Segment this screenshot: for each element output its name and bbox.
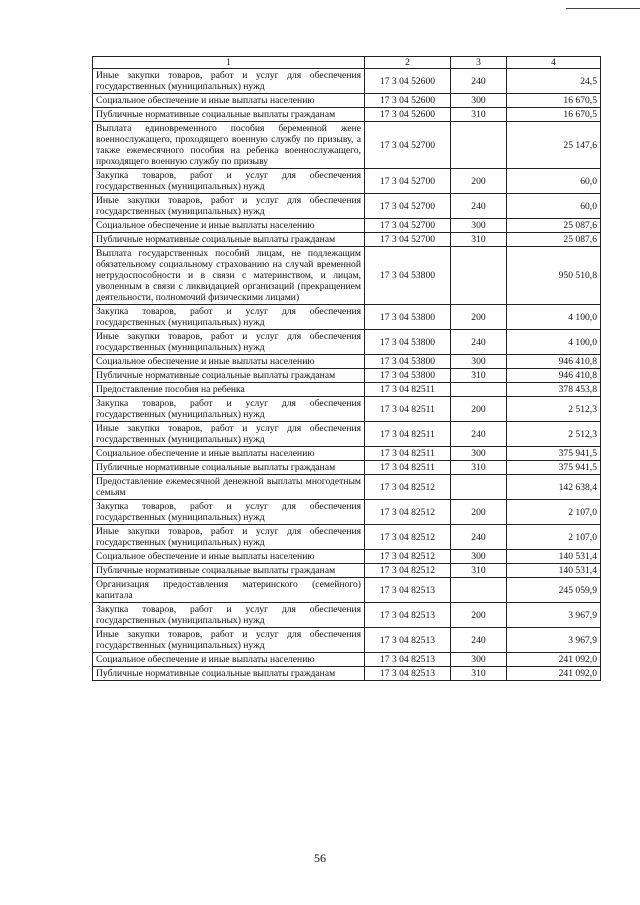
table-row <box>93 219 601 233</box>
row-name-cell: Закупка товаров, работ и услуг для обеспечения государственных (муниципальных) нужд <box>93 169 365 194</box>
table-row <box>93 564 601 578</box>
row-amount-cell: 140 531,4 <box>507 550 601 564</box>
row-amount-cell: 25 147,6 <box>507 122 601 169</box>
row-name-cell: Иные закупки товаров, работ и услуг для обеспечения государственных (муниципальных) нужд <box>93 194 365 219</box>
table-row <box>93 122 601 169</box>
row-amount-cell: 16 670,5 <box>507 94 601 108</box>
row-code-cell: 17 3 04 82513 <box>365 628 451 653</box>
row-code-cell: 17 3 04 52700 <box>365 194 451 219</box>
row-name-cell: Публичные нормативные социальные выплаты гражданам <box>93 667 365 681</box>
row-code-cell: 17 3 04 52700 <box>365 219 451 233</box>
row-amount-cell: 946 410,8 <box>507 369 601 383</box>
table-row <box>93 69 601 94</box>
row-name-cell: Социальное обеспечение и иные выплаты населению <box>93 653 365 667</box>
row-amount-cell: 2 107,0 <box>507 500 601 525</box>
header-col-4: 4 <box>507 57 601 69</box>
row-amount-cell: 378 453,8 <box>507 383 601 397</box>
row-name-cell: Социальное обеспечение и иные выплаты населению <box>93 355 365 369</box>
row-amount-cell: 375 941,5 <box>507 447 601 461</box>
table-row <box>93 355 601 369</box>
row-name-cell: Выплата единовременного пособия беременной жене военнослужащего, проходящего военную службу по призыву, а также ежемесячного пособия на ребенка военнослужащего, проходящего военную службу по призыву <box>93 122 365 169</box>
row-amount-cell: 245 059,9 <box>507 578 601 603</box>
top-border-line <box>566 8 640 9</box>
row-code-cell: 17 3 04 82512 <box>365 500 451 525</box>
row-name-cell: Предоставление пособия на ребенка <box>93 383 365 397</box>
row-expense-type-cell: 240 <box>451 422 507 447</box>
row-amount-cell: 25 087,6 <box>507 233 601 247</box>
row-code-cell: 17 3 04 53800 <box>365 369 451 383</box>
row-code-cell: 17 3 04 82511 <box>365 397 451 422</box>
row-expense-type-cell: 240 <box>451 330 507 355</box>
header-col-1: 1 <box>93 57 365 69</box>
row-code-cell: 17 3 04 82513 <box>365 578 451 603</box>
row-expense-type-cell: 300 <box>451 447 507 461</box>
header-col-3: 3 <box>451 57 507 69</box>
row-amount-cell: 950 510,8 <box>507 247 601 305</box>
row-code-cell: 17 3 04 82511 <box>365 422 451 447</box>
row-code-cell: 17 3 04 82513 <box>365 667 451 681</box>
table-row <box>93 369 601 383</box>
row-name-cell: Выплата государственных пособий лицам, не подлежащим обязательному социальному страхованию на случай временной нетрудоспособности и в связи с материнством, и лицам, уволенным в связи с ликвидацией организаций (прекращением деятельности, полномочий физическими лицами) <box>93 247 365 305</box>
table-row <box>93 94 601 108</box>
row-name-cell: Публичные нормативные социальные выплаты гражданам <box>93 233 365 247</box>
row-expense-type-cell: 240 <box>451 628 507 653</box>
row-code-cell: 17 3 04 52700 <box>365 169 451 194</box>
row-code-cell: 17 3 04 82512 <box>365 475 451 500</box>
row-expense-type-cell: 310 <box>451 108 507 122</box>
row-expense-type-cell: 240 <box>451 525 507 550</box>
row-code-cell: 17 3 04 53800 <box>365 247 451 305</box>
table-row <box>93 330 601 355</box>
row-code-cell: 17 3 04 52700 <box>365 233 451 247</box>
row-name-cell: Социальное обеспечение и иные выплаты населению <box>93 447 365 461</box>
row-amount-cell: 142 638,4 <box>507 475 601 500</box>
header-col-2: 2 <box>365 57 451 69</box>
row-name-cell: Предоставление ежемесячной денежной выплаты многодетным семьям <box>93 475 365 500</box>
row-amount-cell: 140 531,4 <box>507 564 601 578</box>
row-expense-type-cell <box>451 578 507 603</box>
row-amount-cell: 2 107,0 <box>507 525 601 550</box>
row-expense-type-cell: 310 <box>451 667 507 681</box>
row-expense-type-cell: 300 <box>451 219 507 233</box>
row-code-cell: 17 3 04 82511 <box>365 461 451 475</box>
row-expense-type-cell: 200 <box>451 305 507 330</box>
row-expense-type-cell: 300 <box>451 653 507 667</box>
row-name-cell: Социальное обеспечение и иные выплаты населению <box>93 550 365 564</box>
table-row <box>93 475 601 500</box>
row-amount-cell: 241 092,0 <box>507 653 601 667</box>
row-amount-cell: 24,5 <box>507 69 601 94</box>
row-name-cell: Иные закупки товаров, работ и услуг для обеспечения государственных (муниципальных) нужд <box>93 422 365 447</box>
row-expense-type-cell: 240 <box>451 69 507 94</box>
table-row <box>93 603 601 628</box>
header-row <box>93 57 601 69</box>
row-code-cell: 17 3 04 52600 <box>365 108 451 122</box>
row-name-cell: Социальное обеспечение и иные выплаты населению <box>93 219 365 233</box>
row-expense-type-cell: 240 <box>451 194 507 219</box>
row-name-cell: Закупка товаров, работ и услуг для обеспечения государственных (муниципальных) нужд <box>93 603 365 628</box>
table-row <box>93 461 601 475</box>
row-code-cell: 17 3 04 53800 <box>365 305 451 330</box>
row-expense-type-cell <box>451 383 507 397</box>
table-header <box>93 57 601 69</box>
row-amount-cell: 241 092,0 <box>507 667 601 681</box>
table-body <box>93 69 601 681</box>
row-code-cell: 17 3 04 52600 <box>365 69 451 94</box>
row-expense-type-cell: 310 <box>451 233 507 247</box>
row-expense-type-cell: 310 <box>451 461 507 475</box>
row-expense-type-cell: 200 <box>451 397 507 422</box>
row-name-cell: Публичные нормативные социальные выплаты гражданам <box>93 564 365 578</box>
page-number: 56 <box>314 851 326 865</box>
row-name-cell: Закупка товаров, работ и услуг для обеспечения государственных (муниципальных) нужд <box>93 305 365 330</box>
table-row <box>93 525 601 550</box>
row-name-cell: Закупка товаров, работ и услуг для обеспечения государственных (муниципальных) нужд <box>93 397 365 422</box>
row-name-cell: Иные закупки товаров, работ и услуг для обеспечения государственных (муниципальных) нужд <box>93 69 365 94</box>
table-row <box>93 628 601 653</box>
table-row <box>93 247 601 305</box>
row-code-cell: 17 3 04 82513 <box>365 653 451 667</box>
row-expense-type-cell: 300 <box>451 550 507 564</box>
table-row <box>93 500 601 525</box>
row-amount-cell: 3 967,9 <box>507 603 601 628</box>
row-name-cell: Иные закупки товаров, работ и услуг для обеспечения государственных (муниципальных) нужд <box>93 525 365 550</box>
table-row <box>93 383 601 397</box>
table-row <box>93 108 601 122</box>
row-expense-type-cell: 300 <box>451 94 507 108</box>
row-name-cell: Публичные нормативные социальные выплаты гражданам <box>93 461 365 475</box>
table-row <box>93 233 601 247</box>
row-amount-cell: 60,0 <box>507 194 601 219</box>
row-amount-cell: 4 100,0 <box>507 330 601 355</box>
row-name-cell: Закупка товаров, работ и услуг для обеспечения государственных (муниципальных) нужд <box>93 500 365 525</box>
row-code-cell: 17 3 04 82512 <box>365 564 451 578</box>
row-code-cell: 17 3 04 82512 <box>365 525 451 550</box>
row-name-cell: Организация предоставления материнского (семейного) капитала <box>93 578 365 603</box>
row-code-cell: 17 3 04 82511 <box>365 447 451 461</box>
row-amount-cell: 375 941,5 <box>507 461 601 475</box>
row-code-cell: 17 3 04 82512 <box>365 550 451 564</box>
row-name-cell: Иные закупки товаров, работ и услуг для обеспечения государственных (муниципальных) нужд <box>93 628 365 653</box>
row-amount-cell: 946 410,8 <box>507 355 601 369</box>
table-row <box>93 447 601 461</box>
row-code-cell: 17 3 04 82511 <box>365 383 451 397</box>
budget-table <box>92 56 601 681</box>
row-amount-cell: 4 100,0 <box>507 305 601 330</box>
row-expense-type-cell: 200 <box>451 169 507 194</box>
row-expense-type-cell: 310 <box>451 564 507 578</box>
row-code-cell: 17 3 04 52700 <box>365 122 451 169</box>
row-amount-cell: 60,0 <box>507 169 601 194</box>
row-code-cell: 17 3 04 53800 <box>365 330 451 355</box>
row-name-cell: Публичные нормативные социальные выплаты гражданам <box>93 108 365 122</box>
row-amount-cell: 2 512,3 <box>507 422 601 447</box>
table-row <box>93 194 601 219</box>
row-name-cell: Публичные нормативные социальные выплаты гражданам <box>93 369 365 383</box>
row-expense-type-cell <box>451 247 507 305</box>
table-row <box>93 169 601 194</box>
row-expense-type-cell: 310 <box>451 369 507 383</box>
row-code-cell: 17 3 04 82513 <box>365 603 451 628</box>
row-amount-cell: 2 512,3 <box>507 397 601 422</box>
row-expense-type-cell: 200 <box>451 603 507 628</box>
row-amount-cell: 16 670,5 <box>507 108 601 122</box>
table-row <box>93 305 601 330</box>
row-expense-type-cell <box>451 122 507 169</box>
row-name-cell: Социальное обеспечение и иные выплаты населению <box>93 94 365 108</box>
row-name-cell: Иные закупки товаров, работ и услуг для обеспечения государственных (муниципальных) нужд <box>93 330 365 355</box>
row-expense-type-cell: 300 <box>451 355 507 369</box>
table-row <box>93 422 601 447</box>
row-amount-cell: 25 087,6 <box>507 219 601 233</box>
table-row <box>93 667 601 681</box>
table-row <box>93 653 601 667</box>
row-expense-type-cell <box>451 475 507 500</box>
table-row <box>93 578 601 603</box>
table-row <box>93 550 601 564</box>
row-expense-type-cell: 200 <box>451 500 507 525</box>
table-row <box>93 397 601 422</box>
row-code-cell: 17 3 04 52600 <box>365 94 451 108</box>
row-code-cell: 17 3 04 53800 <box>365 355 451 369</box>
row-amount-cell: 3 967,9 <box>507 628 601 653</box>
